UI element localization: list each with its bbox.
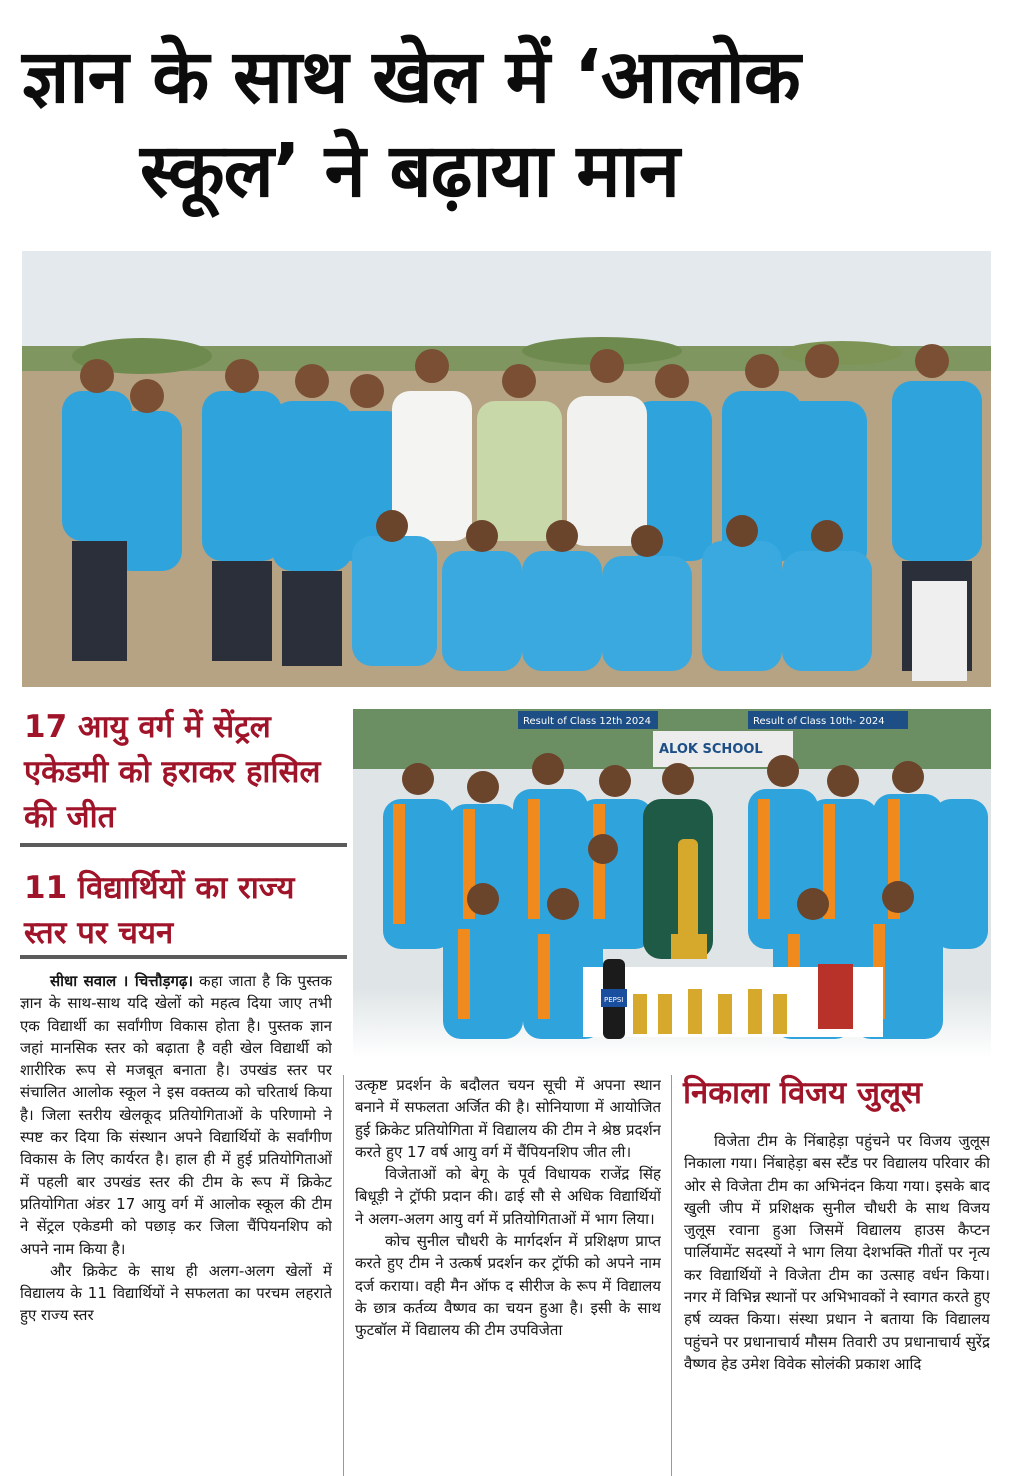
article-col2-p2: विजेताओं को बेगू के पूर्व विधायक राजेंद्र सिंह बिधूड़ी ने ट्रॉफी प्रदान की। ढाई सौ से अधिक विद्यार्थियों ने अलग-अलग आयु वर्ग में प्रतियोगिताओं में भाग लिया। <box>355 1165 661 1228</box>
article-column-1 <box>20 970 332 1476</box>
article-col1-p2: और क्रिकेट के साथ ही अलग-अलग खेलों में विद्यालय के 11 विद्यार्थियों ने सफलता का परचम लहराते हुए राज्य स्तर <box>20 1261 332 1325</box>
article-col2-p3: कोच सुनील चौधरी के मार्गदर्शन में प्रशिक्षण प्राप्त करते हुए टीम ने उत्कर्ष प्रदर्शन कर ट्रॉफी को अपने नाम दर्ज कराया। वही मैन ऑफ द सीरीज के रूप में विद्यालय के छात्र कर्तव्य वैष्णव का चयन हुआ है। इसी के साथ फुटबॉल में विद्यालय की टीम उपविजेता <box>355 1232 661 1340</box>
headline <box>14 30 1004 218</box>
article-column-3 <box>684 1130 990 1476</box>
article-col3-p1: विजेता टीम के निंबाहेड़ा पहुंचने पर विजय जुलूस निकाला गया। निंबाहेड़ा बस स्टैंड पर विद्यालय परिवार की ओर से विजेता टीम का अभिनंदन किया गया। इसके बाद खुली जीप में प्रशिक्षक सुनील चौधरी के साथ विजय जुलूस रवाना हुआ जिसमें विद्यालय हाउस कैप्टन पार्लियामेंट सदस्यों ने भाग लिया देशभक्ति गीतों पर नृत्य कर विद्यार्थियों ने विजेता टीम का उत्साह वर्धन किया। नगर में विभिन्न स्थानों पर अभिभावकों ने स्वागत करते हुए हर्ष व्यक्त किया। संस्था प्रधान ने बताया कि विद्यालय पहुंचने पर प्रधानाचार्य मौसम तिवारी उप प्रधानाचार्य सुरेंद्र वैष्णव हेड उमेश विवेक सोलंकी प्रकाश आदि <box>684 1132 990 1373</box>
article-col1-p1: कहा जाता है कि पुस्तक ज्ञान के साथ-साथ यदि खेलों को महत्व दिया जाए तभी एक विद्यार्थी का सर्वांगीण विकास होता है। पुस्तक ज्ञान जहां मानसिक स्तर को बढ़ाता है वही खेल विद्यार्थी को शारीरिक रूप से मजबूत बनाता है। उपखंड स्तर पर संचालित आलोक स्कूल ने इस वक्तव्य को चरितार्थ किया है। जिला स्तरीय खेलकूद प्रतियोगिताओं के परिणामो ने स्पष्ट कर दिया कि संस्थान अपने विद्यार्थियों के सर्वांगीण विकास के लिए कार्यरत है। हाल ही में हुई प्रतियोगिताओं में पहली बार उपखंड स्तर की टीम के रूप में क्रिकेट प्रतियोगिता अंडर 17 आयु वर्ग में आलोक स्कूल की टीम ने सेंट्रल एकेडमी को पछाड़ कर जिला चैंपियनशिप को अपने नाम किया है। <box>20 972 332 1258</box>
school-sign: ALOK SCHOOL <box>659 742 763 757</box>
banner-class-10: Result of Class 10th- 2024 <box>753 716 885 727</box>
team-trophy-photo <box>353 709 991 1058</box>
section-title-procession: निकाला विजय जुलूस <box>683 1075 922 1111</box>
team-photo-field <box>22 251 991 687</box>
headline-line-2: स्कूल’ ने बढ़ाया मान <box>140 128 679 214</box>
headline-line-1: ज्ञान के साथ खेल में ‘आलोक <box>22 34 800 120</box>
subhead-selection: 11 विद्यार्थियों का राज्य स्तर पर चयन <box>24 870 295 951</box>
team-photo-field-illustration <box>22 251 991 687</box>
banner-class-12: Result of Class 12th 2024 <box>523 716 651 727</box>
article-col2-p1: उत्कृष्ट प्रदर्शन के बदौलत चयन सूची में अपना स्थान बनाने में सफलता अर्जित की है। सोनियाणा में आयोजित हुई क्रिकेट प्रतियोगिता में विद्यालय की टीम ने श्रेष्ठ प्रदर्शन करते हुए 17 वर्ष आयु वर्ग में चैंपियनशिप जीत ली। <box>355 1076 661 1161</box>
column-divider-1 <box>343 1075 344 1476</box>
subhead-divider-2 <box>20 955 347 959</box>
subhead-victory: 17 आयु वर्ग में सेंट्रल एकेडमी को हराकर हासिल की जीत <box>24 709 321 835</box>
column-divider-2 <box>671 1075 672 1476</box>
bottle-label: PEPSI <box>604 996 624 1004</box>
byline: सीधा सवाल । चित्तौड़गढ़। <box>50 972 194 990</box>
article-paragraph-1 <box>20 970 332 1260</box>
subhead-divider-1 <box>20 843 347 847</box>
team-trophy-photo-illustration <box>353 709 991 1058</box>
article-column-2 <box>355 1074 661 1476</box>
